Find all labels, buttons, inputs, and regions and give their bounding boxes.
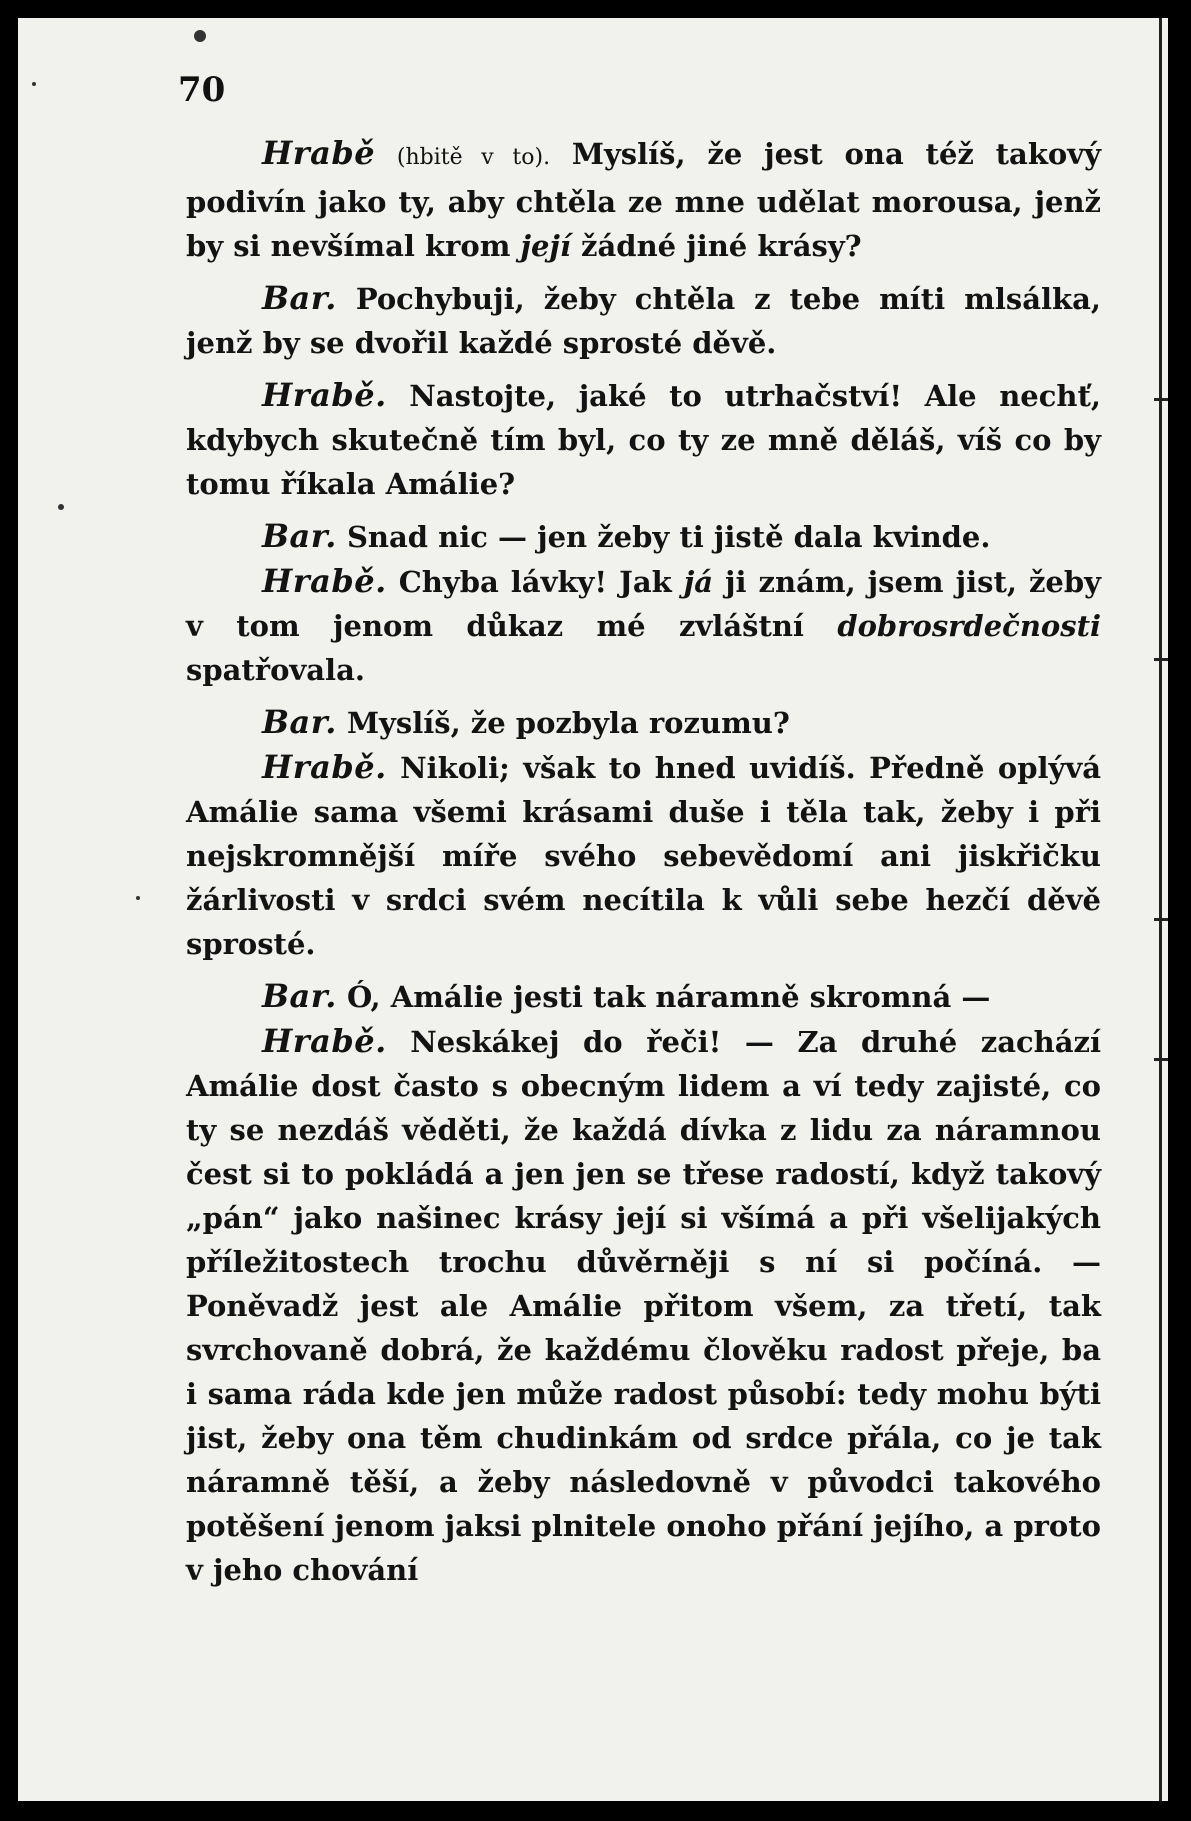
book-page	[18, 18, 1168, 1801]
speaker-name: Hrabě.	[262, 376, 387, 414]
dialogue-line: spatřovala.	[186, 653, 365, 687]
speaker-name: Hrabě	[262, 134, 376, 172]
dialogue-line: Myslíš, že pozbyla rozumu?	[336, 706, 790, 740]
page-edge-right	[1159, 18, 1162, 1801]
emphasized-word: dobrosrdečnosti	[837, 609, 1101, 643]
dialogue-paragraph	[186, 276, 1101, 365]
dialogue-paragraph	[186, 373, 1101, 506]
dialogue-paragraph	[186, 1019, 1101, 1592]
ink-speck	[194, 30, 206, 42]
emphasized-word: já	[683, 565, 714, 599]
dialogue-line: Ó, Amálie jesti tak náramně skromná —	[336, 980, 991, 1014]
dialogue-paragraph	[186, 514, 1101, 559]
dialogue-line: Pochybuji, žeby chtěla z tebe míti mlsálka, jenž by se dvořil každé sprosté děvě.	[186, 282, 1101, 360]
page-edge-mark-3	[1154, 918, 1168, 921]
dialogue-paragraph	[186, 974, 1101, 1019]
emphasized-word: její	[520, 229, 571, 263]
dialogue-line: Snad nic — jen žeby ti jistě dala kvinde.	[336, 520, 991, 554]
dialogue-line: Chyba lávky! Jak	[386, 565, 684, 599]
dialogue-paragraph	[186, 700, 1101, 745]
speaker-name: Bar.	[262, 703, 337, 741]
dialogue-line: Myslíš, že jest ona též takový podivín jako ty, aby chtěla ze mne udělat morousa, jenž by si nevšímal krom	[186, 137, 1101, 263]
ink-speck	[136, 896, 140, 900]
dialogue-line: ji znám, jsem jist, žeby v tom jenom důkaz mé zvláštní	[186, 565, 1101, 643]
dialogue-line: Nikoli; však to hned uvidíš. Předně oplývá Amálie sama všemi krásami duše i těla tak, žeby i při nejskromnější míře svého sebevědomí ani jiskřičku žárlivosti v srdci svém necítila k vůli sebe hezčí děvě sprosté.	[186, 751, 1101, 961]
dialogue-line: Neskákej do řeči! — Za druhé zachází Amálie dost často s obecným lidem a ví tedy zajisté, co ty se nezdáš věděti, že každá dívka z lidu za náramnou čest si to pokládá a jen jen se třese radostí, když takový „pán“ jako našinec krásy její si všímá a při všelijakých příležitostech trochu důvěrněji s ní si počíná. — Poněvadž jest ale Amálie přitom všem, za třetí, tak svrchovaně dobrá, že každému člověku radost přeje, ba i sama ráda kde jen může radost působí: tedy mohu býti jist, žeby ona těm chudinkám od srdce přála, co je tak náramně těší, a žeby následovně v původci takového potěšení jenom jaksi plnitele onoho přání jejího, a proto v jeho chování	[186, 1025, 1101, 1587]
speaker-name: Bar.	[262, 517, 337, 555]
speaker-name: Hrabě.	[262, 562, 387, 600]
page-edge-mark-1	[1154, 398, 1168, 401]
dialogue-paragraph	[186, 559, 1101, 692]
dialogue-text	[186, 131, 1101, 1592]
speaker-name: Hrabě.	[262, 1022, 387, 1060]
page-edge-mark-4	[1154, 1058, 1168, 1061]
dialogue-line: Nastojte, jaké to utrhačství! Ale nechť, kdybych skutečně tím byl, co ty ze mně děláš, víš co by tomu říkala Amálie?	[186, 379, 1101, 501]
stage-direction: (hbitě v to).	[396, 145, 551, 170]
page-edge-mark-2	[1154, 658, 1168, 661]
ink-speck	[32, 82, 36, 86]
ink-speck	[58, 504, 64, 510]
speaker-name: Bar.	[262, 279, 337, 317]
speaker-name: Hrabě.	[262, 748, 387, 786]
dialogue-line: žádné jiné krásy?	[570, 229, 862, 263]
dialogue-paragraph	[186, 131, 1101, 268]
speaker-name: Bar.	[262, 977, 337, 1015]
page-number: 70	[178, 70, 226, 110]
dialogue-paragraph	[186, 745, 1101, 966]
